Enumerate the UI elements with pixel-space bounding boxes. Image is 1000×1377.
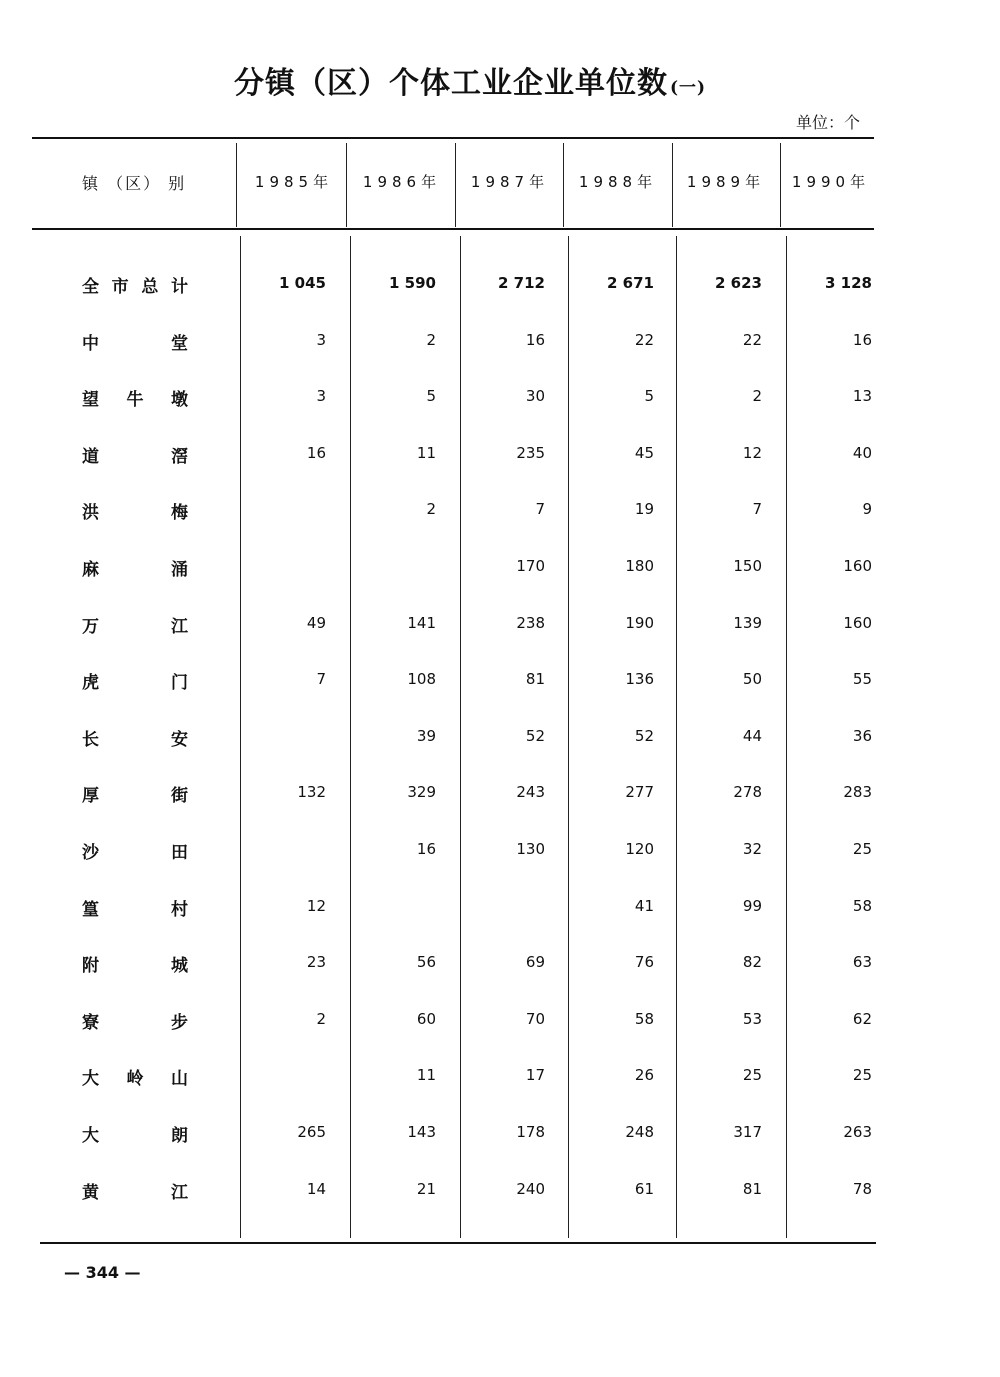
row-value-cell: 17 — [525, 1066, 545, 1085]
row-value-cell: 58 — [852, 896, 872, 915]
header-year-1986: 1986年 — [362, 173, 442, 191]
region-name-char: 篁 — [82, 899, 99, 920]
row-value-cell: 238 — [516, 613, 545, 632]
row-value-cell: 9 — [862, 500, 872, 519]
row-region-name — [82, 725, 188, 750]
row-value-cell: 130 — [516, 840, 545, 858]
region-name-char: 梅 — [171, 503, 188, 524]
row-value-cell: 32 — [742, 840, 762, 858]
title-main: 分镇（区）个体工业企业单位数 — [233, 66, 668, 101]
row-value-cell: 5 — [644, 387, 654, 406]
row-value-cell: 52 — [634, 726, 654, 745]
region-name-char: 朗 — [171, 1126, 188, 1146]
row-value-cell: 265 — [297, 1123, 326, 1141]
row-value-cell: 76 — [634, 953, 654, 972]
row-value-cell: 5 — [426, 387, 436, 406]
row-value-cell: 317 — [733, 1123, 762, 1141]
row-region-name — [82, 838, 188, 863]
row-value-cell: 3 — [316, 330, 326, 349]
row-value-cell: 22 — [742, 330, 762, 349]
row-value-cell: 16 — [416, 840, 436, 858]
table-row — [0, 1178, 1000, 1208]
header-year-1985: 1985年 — [254, 173, 334, 191]
table-header-rule — [32, 228, 874, 230]
unit-note: 单位：个 — [796, 113, 861, 132]
row-value-cell: 19 — [634, 500, 654, 519]
table-row — [0, 612, 1000, 642]
row-value-cell: 56 — [416, 953, 436, 972]
row-value-cell: 16 — [852, 330, 872, 349]
region-name-char: 望 — [82, 390, 99, 411]
row-value-cell: 139 — [733, 613, 762, 632]
row-value-cell: 81 — [742, 1179, 762, 1198]
row-value-cell: 2 712 — [498, 274, 545, 292]
row-region-name — [82, 1121, 188, 1146]
row-value-cell: 7 — [752, 500, 762, 519]
row-value-cell: 60 — [416, 1009, 436, 1028]
row-value-cell: 36 — [852, 726, 872, 745]
row-value-cell: 58 — [634, 1009, 654, 1028]
row-value-cell: 11 — [416, 443, 436, 462]
row-value-cell: 1 045 — [279, 274, 326, 292]
row-value-cell: 23 — [306, 953, 326, 972]
row-value-cell: 108 — [407, 670, 436, 689]
title-part: (一) — [669, 78, 707, 98]
region-name-char: 江 — [171, 1182, 188, 1203]
row-value-cell: 143 — [407, 1123, 436, 1141]
header-divider — [780, 143, 781, 227]
header-divider — [236, 143, 237, 227]
region-name-char: 安 — [171, 729, 188, 750]
region-name-char: 万 — [82, 616, 99, 637]
region-name-char: 岭 — [126, 1069, 144, 1090]
row-value-cell: 69 — [525, 953, 545, 972]
table-row — [0, 555, 1000, 585]
row-value-cell: 120 — [625, 840, 654, 858]
header-divider — [563, 143, 564, 227]
row-value-cell: 2 671 — [607, 274, 654, 292]
row-value-cell: 11 — [416, 1066, 436, 1085]
row-value-cell: 50 — [742, 670, 762, 689]
table-top-rule — [32, 137, 874, 139]
region-name-char: 道 — [82, 446, 99, 467]
region-name-char: 步 — [171, 1012, 188, 1033]
region-name-char: 麻 — [82, 560, 99, 580]
region-name-char: 虎 — [82, 673, 99, 694]
row-value-cell: 78 — [852, 1179, 872, 1198]
header-region-label: 镇 （区） 别 — [82, 174, 187, 193]
row-value-cell: 243 — [516, 783, 545, 802]
header-year-1990: 1990年 — [791, 173, 871, 191]
table-row — [0, 838, 1000, 868]
row-value-cell: 278 — [733, 783, 762, 802]
row-value-cell: 25 — [852, 840, 872, 858]
row-value-cell: 62 — [852, 1009, 872, 1028]
row-value-cell: 26 — [634, 1066, 654, 1085]
row-value-cell: 7 — [316, 670, 326, 689]
table-row — [0, 329, 1000, 359]
region-name-char: 厚 — [82, 786, 99, 807]
row-value-cell: 55 — [852, 670, 872, 689]
row-value-cell: 12 — [742, 443, 762, 462]
header-divider — [455, 143, 456, 227]
region-name-char: 牛 — [126, 390, 144, 411]
region-name-char: 长 — [82, 729, 99, 750]
row-value-cell: 178 — [516, 1123, 545, 1141]
region-name-char: 洪 — [82, 503, 99, 524]
row-value-cell: 22 — [634, 330, 654, 349]
header-divider — [346, 143, 347, 227]
row-value-cell: 2 — [316, 1009, 326, 1028]
page-title — [0, 58, 940, 102]
row-value-cell: 141 — [407, 613, 436, 632]
region-name-char: 中 — [82, 333, 99, 354]
row-value-cell: 3 128 — [825, 274, 872, 292]
row-region-name — [82, 498, 188, 523]
row-value-cell: 25 — [742, 1066, 762, 1085]
row-value-cell: 3 — [316, 387, 326, 406]
row-region-name — [82, 1008, 188, 1033]
table-row — [0, 1121, 1000, 1151]
row-value-cell: 240 — [516, 1179, 545, 1198]
row-value-cell: 82 — [742, 953, 762, 972]
row-value-cell: 2 — [752, 387, 762, 406]
region-name-char: 总 — [141, 277, 159, 297]
row-value-cell: 61 — [634, 1179, 654, 1198]
header-year-1989: 1989年 — [686, 173, 766, 191]
row-value-cell: 49 — [306, 613, 326, 632]
row-value-cell: 136 — [625, 670, 654, 689]
region-name-char: 计 — [170, 277, 188, 297]
row-value-cell: 235 — [516, 443, 545, 462]
region-name-char: 大 — [82, 1126, 99, 1146]
table-row — [0, 385, 1000, 415]
row-region-name — [82, 668, 188, 693]
row-value-cell: 14 — [306, 1179, 326, 1198]
row-value-cell: 160 — [843, 613, 872, 632]
row-value-cell: 16 — [306, 443, 326, 462]
row-value-cell: 1 590 — [389, 274, 436, 292]
row-value-cell: 25 — [852, 1066, 872, 1085]
table-row — [0, 498, 1000, 528]
row-region-name — [82, 272, 188, 297]
row-region-name — [82, 1064, 188, 1089]
row-value-cell: 53 — [742, 1009, 762, 1028]
row-value-cell: 170 — [516, 557, 545, 575]
table-row — [0, 668, 1000, 698]
region-name-char: 田 — [171, 843, 188, 863]
region-name-char: 黄 — [82, 1182, 99, 1203]
region-name-char: 山 — [171, 1069, 188, 1090]
region-name-char: 市 — [111, 277, 129, 297]
region-name-char: 墩 — [171, 390, 188, 411]
page-number: — 344 — — [64, 1263, 141, 1282]
row-value-cell: 248 — [625, 1123, 654, 1141]
row-value-cell: 180 — [625, 557, 654, 575]
row-value-cell: 30 — [525, 387, 545, 406]
row-region-name — [82, 555, 188, 580]
row-region-name — [82, 1178, 188, 1203]
row-value-cell: 277 — [625, 783, 654, 802]
row-region-name — [82, 329, 188, 354]
row-region-name — [82, 385, 188, 410]
row-value-cell: 2 — [426, 330, 436, 349]
header-year-1988: 1988年 — [578, 173, 658, 191]
row-value-cell: 41 — [634, 896, 654, 915]
region-name-char: 城 — [171, 956, 188, 977]
row-value-cell: 283 — [843, 783, 872, 802]
table-bottom-rule — [40, 1242, 876, 1244]
row-value-cell: 99 — [742, 896, 762, 915]
table-row — [0, 725, 1000, 755]
row-region-name — [82, 895, 188, 920]
row-value-cell: 7 — [535, 500, 545, 519]
table-row — [0, 1064, 1000, 1094]
table-row — [0, 1008, 1000, 1038]
row-value-cell: 160 — [843, 557, 872, 575]
table-row — [0, 895, 1000, 925]
region-name-char: 堂 — [171, 333, 188, 354]
row-value-cell: 21 — [416, 1179, 436, 1198]
row-value-cell: 132 — [297, 783, 326, 802]
region-name-char: 寮 — [82, 1012, 99, 1033]
region-name-char: 滘 — [171, 446, 188, 467]
table-row — [0, 442, 1000, 472]
row-value-cell: 2 — [426, 500, 436, 519]
header-divider — [672, 143, 673, 227]
region-name-char: 沙 — [82, 843, 99, 863]
row-region-name — [82, 612, 188, 637]
region-name-char: 涌 — [171, 560, 188, 580]
region-name-char: 街 — [171, 786, 188, 807]
row-value-cell: 63 — [852, 953, 872, 972]
row-value-cell: 329 — [407, 783, 436, 802]
row-value-cell: 2 623 — [715, 274, 762, 292]
row-value-cell: 13 — [852, 387, 872, 406]
row-value-cell: 263 — [843, 1123, 872, 1141]
region-name-char: 江 — [171, 616, 188, 637]
row-value-cell: 81 — [525, 670, 545, 689]
row-value-cell: 16 — [525, 330, 545, 349]
region-name-char: 全 — [82, 277, 99, 297]
row-value-cell: 150 — [733, 557, 762, 575]
row-value-cell: 39 — [416, 726, 436, 745]
row-value-cell: 52 — [525, 726, 545, 745]
region-name-char: 门 — [171, 673, 188, 694]
row-value-cell: 12 — [306, 896, 326, 915]
row-value-cell: 190 — [625, 613, 654, 632]
row-region-name — [82, 951, 188, 976]
row-value-cell: 45 — [634, 443, 654, 462]
row-value-cell: 40 — [852, 443, 872, 462]
region-name-char: 附 — [82, 956, 99, 977]
header-year-1987: 1987年 — [470, 173, 550, 191]
table-row — [0, 781, 1000, 811]
table-row — [0, 951, 1000, 981]
region-name-char: 村 — [171, 899, 188, 920]
row-value-cell: 70 — [525, 1009, 545, 1028]
table-row-total — [0, 272, 1000, 302]
row-region-name — [82, 442, 188, 467]
row-region-name — [82, 781, 188, 806]
region-name-char: 大 — [82, 1069, 99, 1090]
row-value-cell: 44 — [742, 726, 762, 745]
